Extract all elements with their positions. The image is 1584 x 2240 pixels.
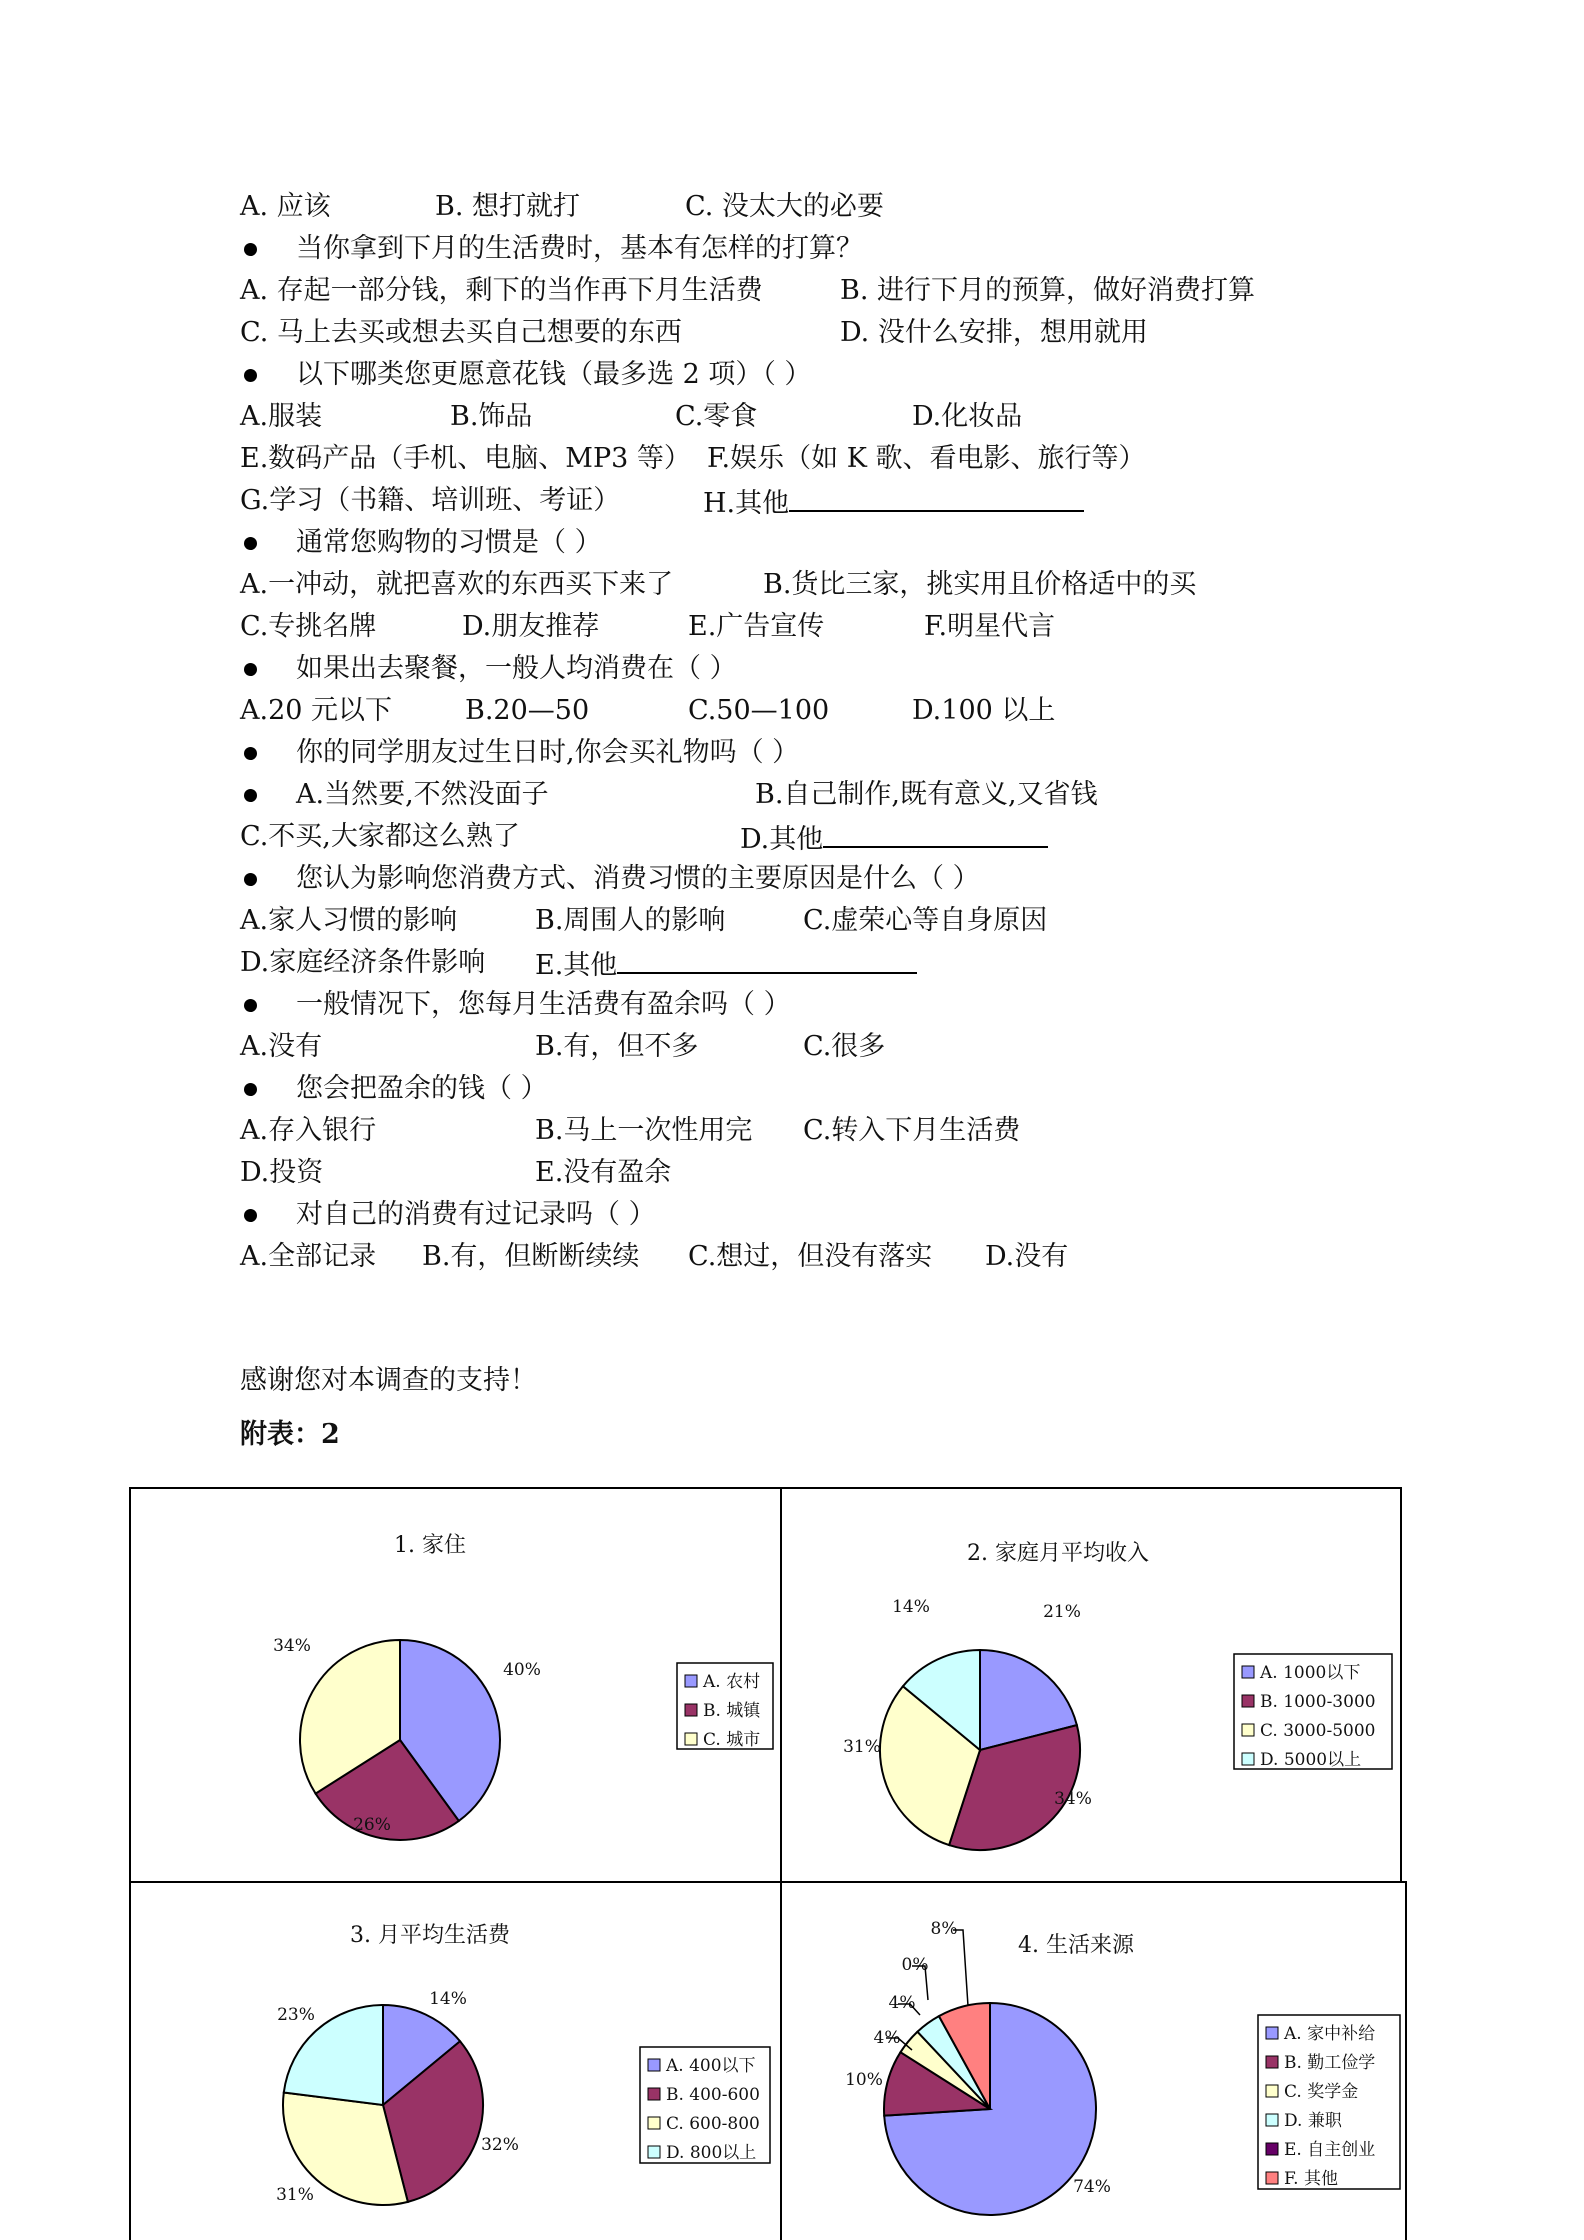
option-label: D.化妆品: [912, 401, 1023, 432]
chart-title: 3. 月平均生活费: [350, 1923, 510, 1948]
option-label: A.20 元以下: [240, 695, 393, 726]
option-label: B.有，但断断续续: [422, 1241, 640, 1272]
question-text: 如果出去聚餐，一般人均消费在（ ）: [296, 653, 737, 684]
legend-label: F. 其他: [1284, 2169, 1338, 2189]
question-text: 当你拿到下月的生活费时，基本有怎样的打算？: [296, 233, 863, 264]
option-label: D.没有: [985, 1241, 1069, 1272]
question-text: 以下哪类您更愿意花钱（最多选 2 项）（ ）: [296, 359, 812, 390]
legend-swatch: [1266, 2027, 1278, 2039]
legend-label: C. 3000-5000: [1260, 1721, 1376, 1741]
slice-percent-label: 21%: [1043, 1602, 1081, 1622]
option-label: B.周围人的影响: [535, 905, 726, 936]
legend-label: B. 勤工俭学: [1284, 2053, 1376, 2073]
option-label: F.明星代言: [924, 611, 1056, 642]
option-label: B.马上一次性用完: [535, 1115, 753, 1146]
slice-percent-label: 10%: [845, 2070, 883, 2090]
chart-title: 1. 家住: [394, 1533, 466, 1558]
legend-swatch: [1242, 1753, 1254, 1765]
slice-percent-label: 74%: [1073, 2177, 1111, 2197]
option-label: A.家人习惯的影响: [240, 905, 458, 936]
option-label: D.朋友推荐: [462, 611, 600, 642]
option-label: C.想过，但没有落实: [688, 1241, 933, 1272]
legend-label: B. 1000-3000: [1260, 1692, 1376, 1712]
option-label: E.数码产品（手机、电脑、MP3 等）: [240, 443, 691, 474]
option-label: C.转入下月生活费: [803, 1115, 1021, 1146]
option-label: C.虚荣心等自身原因: [803, 905, 1048, 936]
option-label: F.娱乐（如 K 歌、看电影、旅行等）: [707, 443, 1146, 474]
chart-title: 2. 家庭月平均收入: [967, 1541, 1149, 1566]
option-label: B.20—50: [465, 695, 590, 726]
option-label: G.学习（书籍、培训班、考证）: [240, 485, 621, 516]
legend-swatch: [1266, 2056, 1278, 2068]
legend-label: A. 家中补给: [1284, 2024, 1376, 2044]
legend-label: A. 农村: [703, 1672, 761, 1692]
appendix-heading: 附表：2: [240, 1419, 340, 1450]
legend-label: B. 城镇: [703, 1701, 761, 1721]
option-label: A.存入银行: [240, 1115, 377, 1146]
option-label: B.有，但不多: [535, 1031, 699, 1062]
chart-title: 4. 生活来源: [1018, 1933, 1134, 1958]
option-label: E.广告宣传: [688, 611, 825, 642]
option-text: B.自己制作,既有意义,又省钱: [755, 779, 1098, 810]
slice-percent-label: 23%: [277, 2005, 315, 2025]
thanks-text: 感谢您对本调查的支持！: [240, 1365, 537, 1396]
option-label: C.很多: [803, 1031, 886, 1062]
slice-percent-label: 14%: [892, 1597, 930, 1617]
legend-label: A. 400以下: [666, 2056, 756, 2076]
option-label: H.其他: [703, 488, 790, 519]
legend-label: C. 城市: [703, 1730, 761, 1750]
slice-percent-label: 26%: [353, 1815, 391, 1835]
option-label: B. 想打就打: [435, 191, 581, 222]
option-label: C.专挑名牌: [240, 611, 377, 642]
slice-percent-label: 32%: [481, 2135, 519, 2155]
question-text: 一般情况下，您每月生活费有盈余吗（ ）: [296, 989, 791, 1020]
legend-swatch: [1242, 1695, 1254, 1707]
legend-swatch: [648, 2146, 660, 2158]
legend-swatch: [685, 1733, 697, 1745]
legend-swatch: [685, 1704, 697, 1716]
slice-percent-label: 14%: [429, 1989, 467, 2009]
slice-percent-label: 0%: [901, 1955, 929, 1975]
option-label: A.服装: [240, 401, 323, 432]
slice-percent-label: 34%: [273, 1636, 311, 1656]
option-label: C. 马上去买或想去买自己想要的东西: [240, 317, 682, 348]
legend-label: D. 兼职: [1284, 2111, 1342, 2131]
question-text: A.当然要,不然没面子: [296, 779, 549, 810]
option-label: C. 没太大的必要: [685, 191, 884, 222]
option-label: D. 没什么安排，想用就用: [840, 317, 1148, 348]
legend-label: C. 600-800: [666, 2114, 760, 2134]
option-label: A.全部记录: [240, 1241, 377, 1272]
legend-label: D. 5000以上: [1260, 1750, 1362, 1770]
question-text: 您会把盈余的钱（ ）: [296, 1073, 548, 1104]
option-label: C.零食: [675, 401, 758, 432]
legend-label: D. 800以上: [666, 2143, 757, 2163]
slice-percent-label: 31%: [843, 1737, 881, 1757]
slice-percent-label: 31%: [276, 2185, 314, 2205]
legend-swatch: [1266, 2143, 1278, 2155]
legend-swatch: [1266, 2172, 1278, 2184]
option-label: E.没有盈余: [535, 1157, 672, 1188]
legend-swatch: [1266, 2085, 1278, 2097]
legend-swatch: [1242, 1666, 1254, 1678]
option-label: B.货比三家，挑实用且价格适中的买: [763, 569, 1197, 600]
legend-swatch: [648, 2059, 660, 2071]
slice-percent-label: 40%: [503, 1660, 541, 1680]
option-label: A. 存起一部分钱，剩下的当作再下月生活费: [240, 275, 763, 306]
legend-label: B. 400-600: [666, 2085, 760, 2105]
option-label: A.一冲动，就把喜欢的东西买下来了: [240, 569, 674, 600]
legend-label: C. 奖学金: [1284, 2082, 1359, 2102]
option-label: A.没有: [240, 1031, 323, 1062]
option-label: D.100 以上: [912, 695, 1056, 726]
option-label: B.饰品: [450, 401, 533, 432]
legend-swatch: [648, 2117, 660, 2129]
option-label: A. 应该: [240, 191, 331, 222]
slice-percent-label: 4%: [888, 1993, 916, 2013]
question-text: 您认为影响您消费方式、消费习惯的主要原因是什么（ ）: [296, 863, 980, 894]
option-label: C.不买,大家都这么熟了: [240, 821, 520, 852]
option-label: C.50—100: [688, 695, 830, 726]
legend-swatch: [648, 2088, 660, 2100]
option-label: D.投资: [240, 1157, 324, 1188]
legend-swatch: [1266, 2114, 1278, 2126]
question-text: 通常您购物的习惯是（ ）: [296, 527, 602, 558]
leader-line: [953, 1930, 968, 2006]
legend-label: E. 自主创业: [1284, 2140, 1376, 2160]
slice-percent-label: 4%: [873, 2028, 901, 2048]
legend-swatch: [685, 1675, 697, 1687]
slice-percent-label: 8%: [930, 1919, 958, 1939]
legend-swatch: [1242, 1724, 1254, 1736]
slice-percent-label: 34%: [1054, 1789, 1092, 1809]
option-label: B. 进行下月的预算，做好消费打算: [840, 275, 1256, 306]
option-label: D.其他: [740, 824, 824, 855]
question-text: 你的同学朋友过生日时,你会买礼物吗（ ）: [296, 737, 800, 768]
option-label: D.家庭经济条件影响: [240, 947, 486, 978]
option-label: E.其他: [535, 950, 618, 981]
legend-label: A. 1000以下: [1260, 1663, 1361, 1683]
question-text: 对自己的消费有过记录吗（ ）: [296, 1199, 656, 1230]
